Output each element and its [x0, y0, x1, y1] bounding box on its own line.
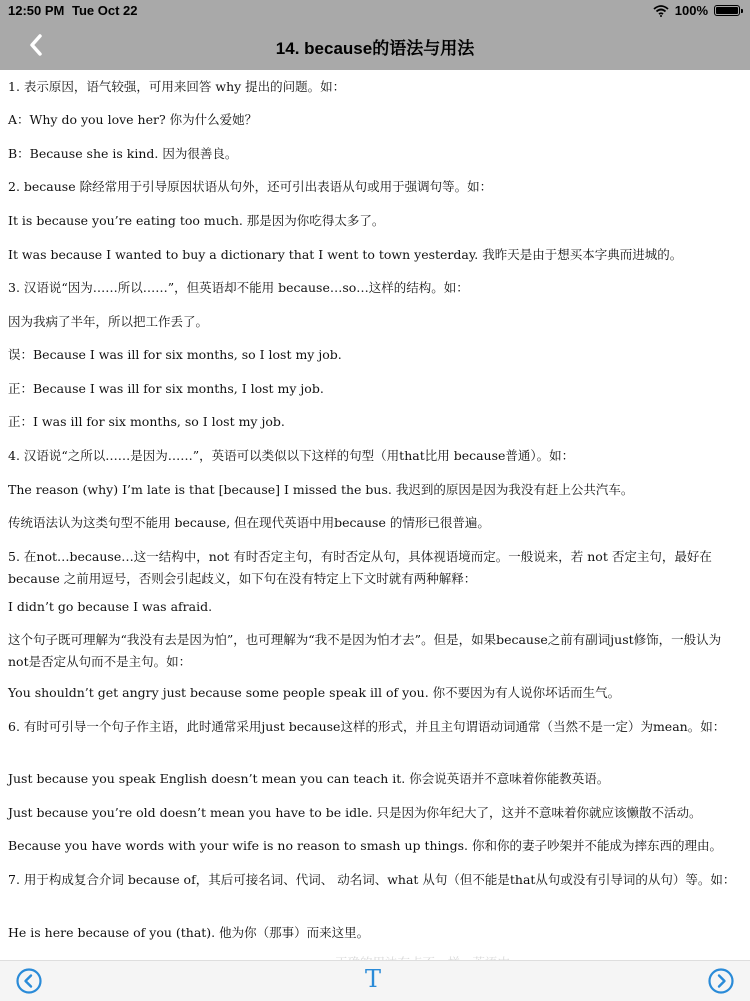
paragraph: 1. 表示原因，语气较强，可用来回答 why 提出的问题。如：: [8, 79, 346, 94]
wifi-icon: [653, 5, 669, 17]
nav-bar: [0, 20, 750, 70]
paragraph: 7. 用于构成复合介词 because of，其后可接名词、代词、 动名词、what 从句（但不能是that从句或没有引导词的从句）等。如：: [8, 872, 736, 887]
font-size-button[interactable]: T: [365, 965, 382, 993]
previous-page-icon[interactable]: [16, 968, 42, 994]
status-bar: [0, 0, 750, 20]
paragraph: 这个句子既可理解为“我没有去是因为怕”，也可理解为“我不是因为怕才去”。但是，如果because之前有副词just修饰，一般认为not是否定从句而不是主句。如：: [8, 632, 722, 669]
paragraph: 误：Because I was ill for six months, so I lost my job.: [8, 347, 342, 362]
paragraph: 因为我病了半年，所以把工作丢了。: [8, 314, 209, 329]
paragraph: 正：Because I was ill for six months, I lost my job.: [8, 381, 324, 396]
paragraph: 4. 汉语说“之所以……是因为……”，英语可以类似以下这样的句型（用that比用 because普通）。如：: [8, 448, 575, 463]
paragraph: 6. 有时可引导一个句子作主语，此时通常采用just because这样的形式，并且主句谓语动词通常（当然不是一定）为mean。如：: [8, 719, 726, 734]
paragraph: 传统语法认为这类句型不能用 because, 但在现代英语中用because 的情形已很普遍。: [8, 515, 490, 530]
paragraph: The reason (why) I’m late is that [because] I missed the bus. 我迟到的原因是因为我没有赶上公共汽车。: [8, 482, 634, 497]
paragraph: 2. because 除经常用于引导原因状语从句外，还可引出表语从句或用于强调句等。如：: [8, 179, 493, 194]
paragraph: Just because you’re old doesn’t mean you have to be idle. 只是因为你年纪大了，这并不意味着你就应该懒散不活动。: [8, 805, 702, 820]
status-date: Tue Oct 22: [72, 3, 138, 18]
paragraph: A：Why do you love her? 你为什么爱她？: [8, 112, 258, 127]
battery-percent: 100%: [674, 3, 708, 18]
page-title: 14. because的语法与用法: [275, 39, 475, 58]
paragraph: Because you have words with your wife is no reason to smash up things. 你和你的妻子吵架并不能成为摔东西的理由。: [8, 838, 722, 853]
status-right: [653, 3, 740, 18]
paragraph: B：Because she is kind. 因为很善良。: [8, 146, 238, 161]
bottom-toolbar: [0, 960, 750, 1001]
paragraph: I didn’t go because I was afraid.: [8, 599, 213, 614]
paragraph: 5. 在not…because…这一结构中，not 有时否定主句，有时否定从句，具体视语境而定。一般说来，若 not 否定主句，最好在because 之前用逗号，否则会引起歧义，如下句在没有特定上下文时就有两种解释：: [8, 549, 712, 586]
paragraph: 3. 汉语说“因为……所以……”，但英语却不能用 because…so…这样的结构。如：: [8, 280, 469, 295]
next-page-icon[interactable]: [708, 968, 734, 994]
paragraph: You shouldn’t get angry just because some people speak ill of you. 你不要因为有人说你坏话而生气。: [8, 685, 621, 700]
paragraph: Just because you speak English doesn’t mean you can teach it. 你会说英语并不意味着你能教英语。: [8, 771, 610, 786]
article-content: [0, 70, 750, 960]
status-time: 12:50 PM: [8, 3, 65, 18]
paragraph: 正：I was ill for six months, so I lost my job.: [8, 414, 285, 429]
battery-icon: [714, 5, 740, 16]
paragraph: He is here because of you (that). 他为你（那事）而来这里。: [8, 925, 370, 940]
paragraph: It was because I wanted to buy a dictionary that I went to town yesterday. 我昨天是由于想买本字典而进城的。: [8, 247, 683, 262]
paragraph: It is because you’re eating too much. 那是因为你吃得太多了。: [8, 213, 385, 228]
